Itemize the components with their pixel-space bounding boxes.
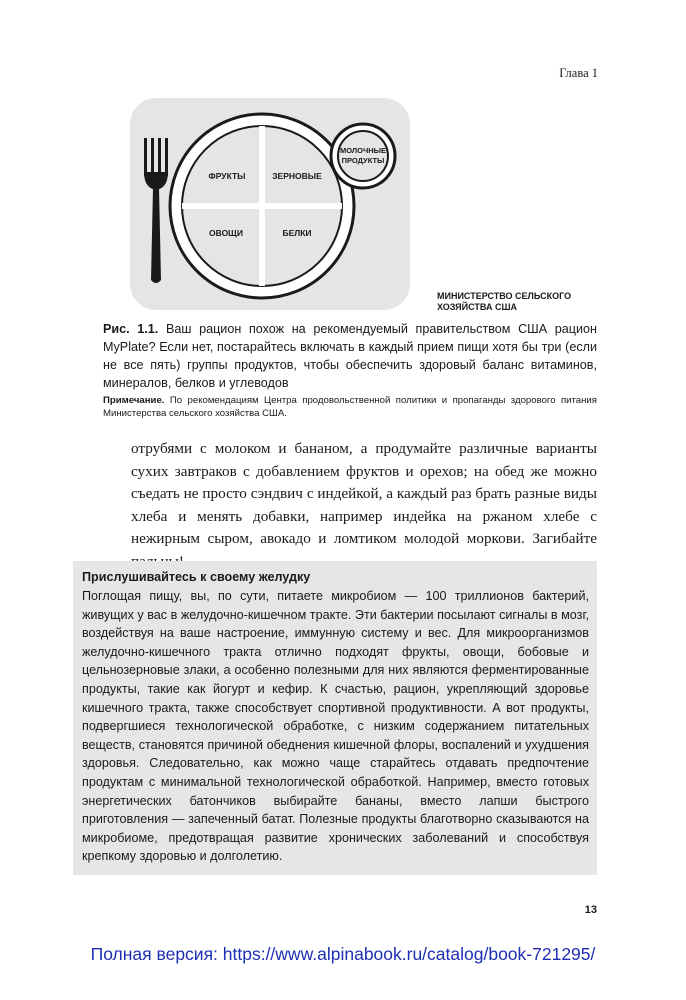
dairy-label-line1: МОЛОЧНЫЕ [339, 146, 387, 155]
plate-fruits-label: ФРУКТЫ [208, 171, 246, 181]
plate-protein-label: БЕЛКИ [282, 228, 312, 238]
plate-grains-label: ЗЕРНОВЫЕ [272, 171, 322, 181]
caption-text: Ваш рацион похож на рекомендуемый правительством США рацион MyPlate? Если нет, постарайтесь включать в каждый прием пищи хотя бы три (если не все пять) группы продуктов, чтобы обеспечить здоровый баланс витаминов, минералов, белков и углеводов [103, 322, 597, 390]
note-label: Примечание. [103, 395, 165, 406]
chapter-header: Глава 1 [559, 66, 598, 80]
figure-note [103, 394, 597, 420]
plate-vegetables-label: ОВОЩИ [209, 228, 243, 238]
body-paragraph: отрубями с молоком и бананом, а продумайте различные варианты сухих завтраков с добавлением фруктов и орехов; на обед же можно съедать не просто сэндвич с индейкой, а каждый раз брать разные виды хлеба и менять добавки, например индейка на ржаном хлебе с нежирным сыром, авокадо и ломтиком молодой моркови. Загибайте [131, 440, 597, 547]
dairy-label-line2: ПРОДУКТЫ [341, 156, 385, 165]
figure-caption [103, 320, 597, 392]
full-version-link[interactable]: Полная версия: https://www.alpinabook.ru/catalog/book-721295/ [90, 944, 596, 964]
sidebar-title: Прислушивайтесь к своему желудку [82, 570, 311, 584]
figure-source-label: МИНИСТЕРСТВО СЕЛЬСКОГО ХОЗЯЙСТВА США [437, 291, 572, 312]
note-text: По рекомендациям Центра продовольственной политики и пропаганды здорового питания Министерства сельского хозяйства США. [103, 395, 597, 419]
sidebar-box [73, 561, 597, 875]
page-number: 13 [584, 904, 597, 916]
myplate-figure [130, 98, 410, 310]
sidebar-text: Поглощая пищу, вы, по сути, питаете микробиом — 100 триллионов бактерий, живущих у вас в желудочно-кишечном тракте. Эти бактерии посылают сигналы в мозг, воздействуя на ваше настроение, иммунную систему и вес. Для микроорганизмов желудочно-кишечного тракта отлично подходят фрукты, овощи, бобовые и цельнозерновые злаки, а особенно полезными для них являются ферментированные продукты, такие как йогурт и кефир. К счастью, рацион, укрепляющий здоровье кишечного тракта, также способствует спортивной продуктивности. А вот продукты, подвергшиеся технологической обработке, с низким содержанием питательных веществ, становятся причиной обеднения кишечной флоры, воспалений и ухудшения здоровья. Следовательно, как можно чаще старайтесь отдавать предпочтение продуктам с минимальной технологической обработкой. Например, вместо готовых энергетических батончиков выбирайте бананы, вместо лапши быстрого приготовления — запеченный батат. Полезные продукты благотворно сказываются на микробиоме, предотвращая развитие хронических заболеваний и способствуя крепкому здоровью и долголетию. [82, 589, 589, 864]
caption-label: Рис. 1.1. [103, 322, 159, 336]
